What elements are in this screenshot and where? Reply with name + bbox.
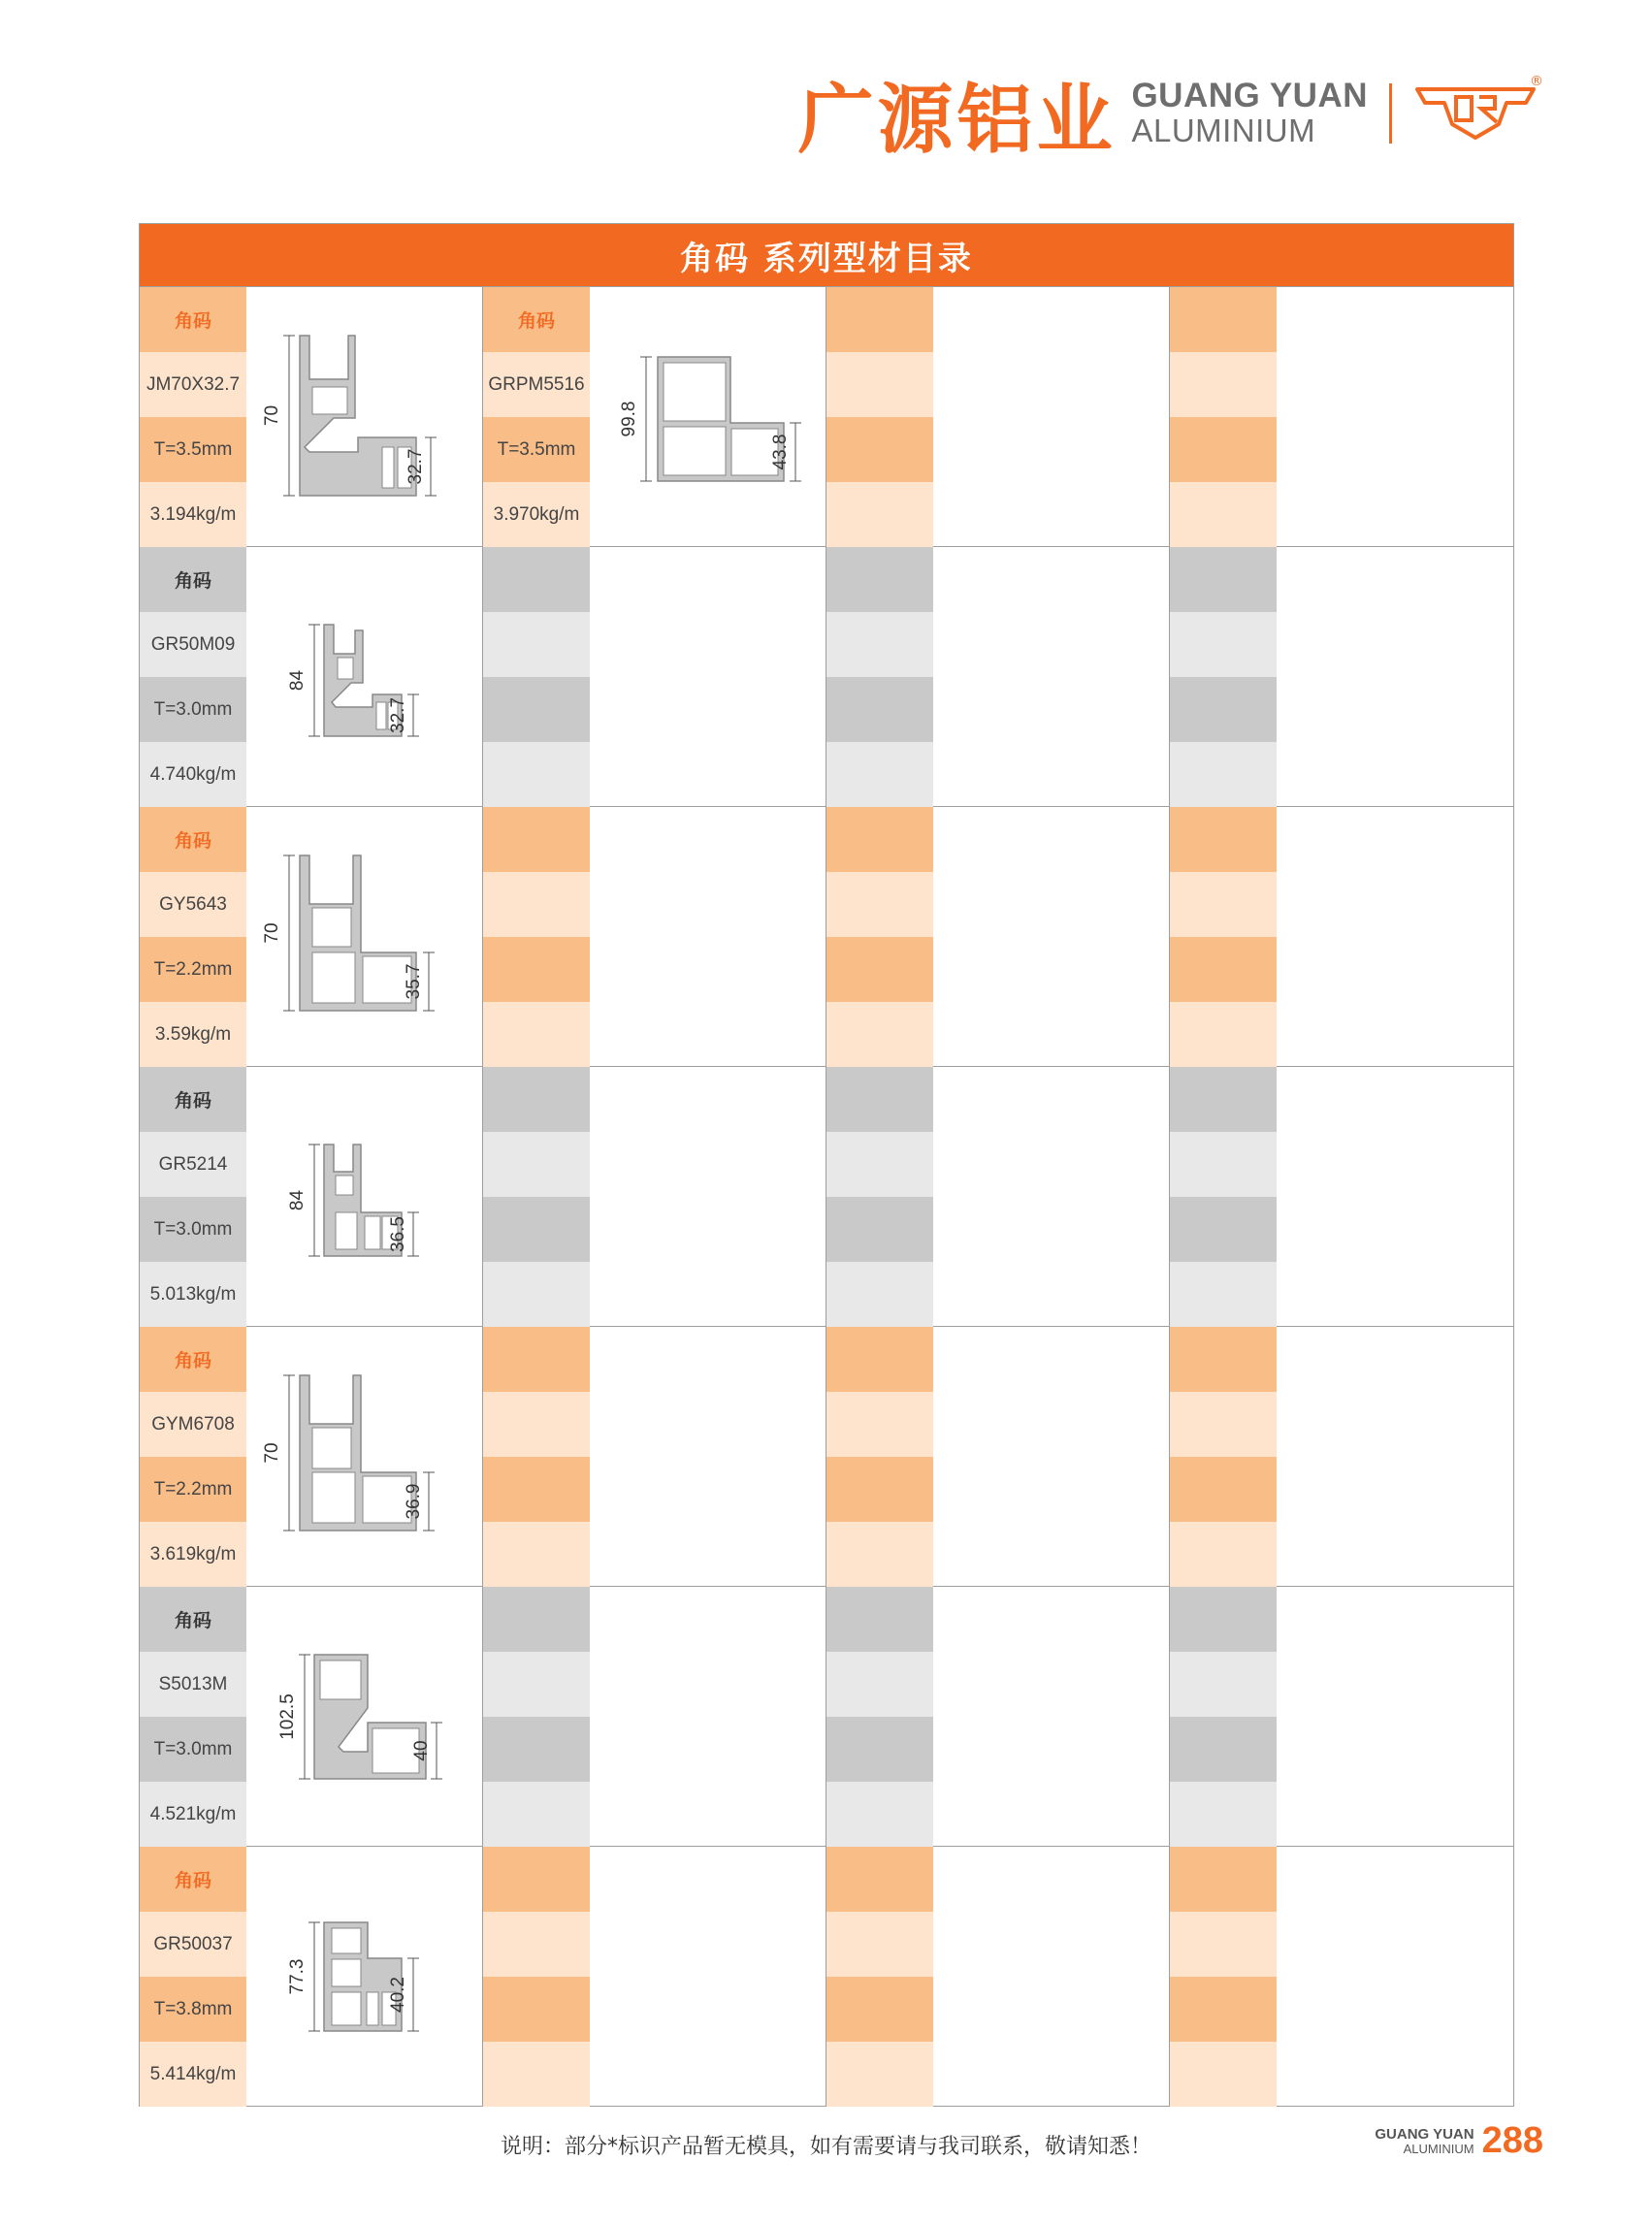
product-thickness: T=3.5mm	[140, 417, 246, 482]
product-cell	[826, 547, 1170, 807]
product-thickness	[1170, 1457, 1277, 1522]
product-category-label	[483, 547, 590, 612]
product-category-label	[1170, 1587, 1277, 1652]
product-info	[140, 547, 246, 807]
profile-drawing	[933, 287, 1170, 547]
dimension-height-label: 70	[262, 1442, 282, 1464]
profile-drawing-svg	[246, 1587, 483, 1847]
product-weight	[483, 2042, 590, 2107]
profile-drawing	[590, 547, 826, 807]
dimension-height-label: 84	[287, 1189, 308, 1211]
product-thickness	[483, 1197, 590, 1262]
profile-drawing	[1277, 807, 1513, 1067]
product-weight	[826, 1782, 933, 1847]
footer-note: 说明：部分*标识产品暂无模具，如有需要请与我司联系，敬请知悉！	[500, 2135, 1151, 2159]
product-model: S5013M	[140, 1652, 246, 1717]
product-category-label	[1170, 1067, 1277, 1132]
product-thickness	[483, 937, 590, 1002]
product-weight: 4.521kg/m	[140, 1782, 246, 1847]
profile-drawing	[246, 1587, 483, 1847]
product-category-label	[826, 1847, 933, 1912]
product-cell	[483, 1067, 826, 1327]
product-category-label	[826, 547, 933, 612]
product-cell	[826, 1847, 1170, 2107]
product-cell	[826, 807, 1170, 1067]
product-info	[1170, 1847, 1277, 2107]
product-info	[483, 1847, 590, 2107]
dimension-height-label: 70	[262, 922, 282, 944]
product-weight	[483, 1262, 590, 1327]
product-cell	[140, 807, 483, 1067]
profile-section	[300, 855, 416, 1011]
profile-drawing	[1277, 1067, 1513, 1327]
product-weight	[826, 482, 933, 547]
profile-drawing-svg	[246, 1067, 483, 1327]
product-cell	[483, 547, 826, 807]
product-model	[826, 1652, 933, 1717]
product-weight	[1170, 1002, 1277, 1067]
footer-brand	[1375, 2120, 1543, 2162]
product-category-label: 角码	[140, 547, 246, 612]
product-model	[826, 612, 933, 677]
product-cell	[483, 807, 826, 1067]
product-cell	[140, 1847, 483, 2107]
profile-section	[324, 1922, 402, 2031]
product-weight	[1170, 1522, 1277, 1587]
catalog-rows	[140, 286, 1513, 2106]
product-model	[1170, 1912, 1277, 1977]
product-category-label: 角码	[140, 1847, 246, 1912]
profile-section	[300, 336, 416, 496]
product-model	[1170, 1392, 1277, 1457]
dimension-width-label: 36.5	[388, 1216, 408, 1252]
brand-name-en-line1: GUANG YUAN	[1131, 77, 1368, 115]
product-thickness	[1170, 937, 1277, 1002]
product-info	[826, 547, 933, 807]
product-thickness	[483, 1717, 590, 1782]
product-cell	[140, 287, 483, 547]
product-cell	[826, 1327, 1170, 1587]
product-category-label	[483, 1847, 590, 1912]
product-thickness	[826, 937, 933, 1002]
gy-logo-icon	[1413, 74, 1543, 145]
product-category-label: 角码	[140, 807, 246, 872]
profile-drawing	[590, 1067, 826, 1327]
product-model	[1170, 1652, 1277, 1717]
catalog-row	[140, 1846, 1513, 2106]
product-thickness: T=3.8mm	[140, 1977, 246, 2042]
product-thickness	[826, 1457, 933, 1522]
product-cell	[140, 1327, 483, 1587]
product-category-label	[826, 1587, 933, 1652]
product-weight: 5.013kg/m	[140, 1262, 246, 1327]
product-thickness	[483, 1977, 590, 2042]
catalog-row	[140, 806, 1513, 1066]
product-thickness	[1170, 1197, 1277, 1262]
registered-mark: ®	[1530, 74, 1543, 89]
product-info	[826, 1327, 933, 1587]
product-thickness	[826, 1977, 933, 2042]
product-thickness	[1170, 677, 1277, 742]
dimension-height-label: 102.5	[277, 1693, 298, 1740]
product-info	[826, 807, 933, 1067]
footer-brand-en-line2: ALUMINIUM	[1403, 2141, 1474, 2156]
product-weight	[826, 2042, 933, 2107]
product-cell	[1170, 1327, 1513, 1587]
dimension-width-label: 36.9	[404, 1483, 424, 1520]
product-model	[1170, 612, 1277, 677]
product-category-label	[826, 1067, 933, 1132]
product-weight	[483, 1002, 590, 1067]
profile-drawing-svg	[246, 1847, 483, 2107]
product-cell	[826, 1067, 1170, 1327]
product-category-label	[483, 1327, 590, 1392]
product-thickness	[826, 1197, 933, 1262]
product-weight	[1170, 482, 1277, 547]
product-thickness	[483, 1457, 590, 1522]
product-model: GR5214	[140, 1132, 246, 1197]
product-category-label	[1170, 1327, 1277, 1392]
product-weight	[826, 742, 933, 807]
profile-drawing	[590, 1587, 826, 1847]
product-weight	[483, 1522, 590, 1587]
profile-drawing	[933, 1067, 1170, 1327]
product-cell	[826, 1587, 1170, 1847]
product-weight: 3.970kg/m	[483, 482, 590, 547]
product-category-label	[1170, 287, 1277, 352]
dimension-height-label: 84	[287, 669, 308, 692]
catalog-row	[140, 1586, 1513, 1846]
product-thickness: T=3.0mm	[140, 1717, 246, 1782]
product-thickness: T=3.5mm	[483, 417, 590, 482]
brand-name-en-line2: ALUMINIUM	[1131, 113, 1316, 149]
product-info	[1170, 807, 1277, 1067]
dimension-width-label: 40.2	[388, 1977, 408, 2013]
product-thickness	[1170, 1717, 1277, 1782]
product-cell	[483, 1587, 826, 1847]
product-weight: 3.619kg/m	[140, 1522, 246, 1587]
product-cell	[483, 1327, 826, 1587]
product-cell	[140, 1587, 483, 1847]
profile-drawing	[246, 547, 483, 807]
product-weight	[483, 1782, 590, 1847]
product-info	[1170, 287, 1277, 547]
product-weight	[1170, 742, 1277, 807]
product-info	[483, 287, 590, 547]
product-info	[483, 547, 590, 807]
product-thickness	[1170, 1977, 1277, 2042]
product-info	[140, 807, 246, 1067]
dimension-width-label: 43.8	[770, 434, 791, 470]
product-weight: 5.414kg/m	[140, 2042, 246, 2107]
profile-drawing	[590, 287, 826, 547]
product-cell	[483, 1847, 826, 2107]
product-category-label	[1170, 1847, 1277, 1912]
product-weight: 3.59kg/m	[140, 1002, 246, 1067]
profile-drawing	[933, 1327, 1170, 1587]
product-category-label: 角码	[140, 1067, 246, 1132]
catalog-row	[140, 1066, 1513, 1326]
product-model	[483, 1132, 590, 1197]
profile-drawing	[1277, 1587, 1513, 1847]
profile-drawing	[933, 1587, 1170, 1847]
profile-drawing	[933, 1847, 1170, 2107]
dimension-height-label: 99.8	[619, 401, 639, 437]
product-category-label	[1170, 807, 1277, 872]
product-weight: 3.194kg/m	[140, 482, 246, 547]
product-info	[826, 1587, 933, 1847]
profile-drawing	[1277, 547, 1513, 807]
product-info	[140, 1067, 246, 1327]
dimension-width-label: 40	[411, 1740, 432, 1761]
product-info	[483, 1587, 590, 1847]
product-category-label	[826, 807, 933, 872]
product-thickness: T=3.0mm	[140, 677, 246, 742]
product-model: GR50M09	[140, 612, 246, 677]
product-category-label	[483, 807, 590, 872]
product-category-label: 角码	[140, 287, 246, 352]
product-model	[826, 1912, 933, 1977]
profile-section	[658, 357, 784, 481]
product-thickness	[826, 677, 933, 742]
profile-drawing	[933, 807, 1170, 1067]
product-category-label: 角码	[140, 1587, 246, 1652]
profile-drawing-svg	[590, 287, 826, 547]
product-cell	[1170, 1587, 1513, 1847]
product-info	[826, 287, 933, 547]
product-cell	[140, 1067, 483, 1327]
product-info	[140, 1847, 246, 2107]
product-info	[140, 1587, 246, 1847]
profile-drawing	[1277, 1327, 1513, 1587]
profile-drawing	[933, 547, 1170, 807]
profile-drawing	[590, 1847, 826, 2107]
profile-drawing-svg	[246, 807, 483, 1067]
catalog-title: 角码 系列型材目录	[140, 224, 1513, 286]
product-cell	[1170, 1067, 1513, 1327]
profile-drawing-svg	[246, 547, 483, 807]
product-thickness	[1170, 417, 1277, 482]
product-info	[140, 1327, 246, 1587]
product-category-label	[826, 1327, 933, 1392]
product-thickness	[826, 1717, 933, 1782]
product-thickness: T=2.2mm	[140, 1457, 246, 1522]
product-model: GY5643	[140, 872, 246, 937]
brand-name-cn: 广源铝业	[797, 77, 1117, 164]
product-model	[483, 1912, 590, 1977]
product-weight	[483, 742, 590, 807]
profile-drawing-svg	[246, 287, 483, 547]
product-category-label	[1170, 547, 1277, 612]
product-model: GRPM5516	[483, 352, 590, 417]
product-model: GYM6708	[140, 1392, 246, 1457]
product-model	[1170, 352, 1277, 417]
product-info	[826, 1847, 933, 2107]
product-info	[1170, 547, 1277, 807]
product-model: GR50037	[140, 1912, 246, 1977]
profile-drawing	[1277, 1847, 1513, 2107]
profile-drawing	[590, 807, 826, 1067]
profile-drawing	[246, 1847, 483, 2107]
brand-divider	[1389, 83, 1392, 144]
product-info	[1170, 1327, 1277, 1587]
product-model	[826, 872, 933, 937]
product-info	[1170, 1587, 1277, 1847]
product-model	[826, 1392, 933, 1457]
product-info	[140, 287, 246, 547]
product-cell	[1170, 1847, 1513, 2107]
dimension-height-label: 77.3	[287, 1958, 308, 1995]
product-model	[1170, 872, 1277, 937]
product-info	[1170, 1067, 1277, 1327]
profile-drawing	[1277, 287, 1513, 547]
profile-drawing	[590, 1327, 826, 1587]
product-cell	[1170, 807, 1513, 1067]
product-model	[483, 872, 590, 937]
profile-drawing	[246, 287, 483, 547]
profile-section	[300, 1375, 416, 1531]
product-info	[826, 1067, 933, 1327]
dimension-width-label: 32.7	[405, 448, 426, 485]
product-model	[483, 1392, 590, 1457]
product-weight	[826, 1002, 933, 1067]
product-model	[483, 612, 590, 677]
footer-brand-en-line1: GUANG YUAN	[1375, 2125, 1474, 2143]
catalog-row	[140, 1326, 1513, 1586]
product-cell	[1170, 547, 1513, 807]
product-info	[483, 1327, 590, 1587]
product-cell	[140, 547, 483, 807]
brand-header	[797, 70, 1543, 164]
brand-name-en	[1131, 79, 1368, 147]
catalog-row	[140, 546, 1513, 806]
profile-drawing	[246, 807, 483, 1067]
product-category-label: 角码	[483, 287, 590, 352]
product-model	[826, 1132, 933, 1197]
profile-section	[314, 1655, 426, 1779]
product-thickness	[483, 677, 590, 742]
product-cell	[826, 287, 1170, 547]
catalog-row	[140, 286, 1513, 546]
product-model: JM70X32.7	[140, 352, 246, 417]
product-category-label: 角码	[140, 1327, 246, 1392]
product-weight	[1170, 1262, 1277, 1327]
product-thickness: T=2.2mm	[140, 937, 246, 1002]
product-info	[483, 1067, 590, 1327]
profile-drawing	[246, 1067, 483, 1327]
profile-drawing	[246, 1327, 483, 1587]
dimension-width-label: 35.7	[404, 963, 424, 1000]
profile-drawing-svg	[246, 1327, 483, 1587]
product-cell	[1170, 287, 1513, 547]
dimension-width-label: 32.7	[388, 697, 408, 733]
product-weight	[826, 1262, 933, 1327]
product-category-label	[483, 1067, 590, 1132]
page-number: 288	[1481, 2120, 1543, 2161]
product-category-label	[826, 287, 933, 352]
footer-brand-en	[1375, 2127, 1474, 2155]
product-info	[483, 807, 590, 1067]
catalog-table	[139, 223, 1514, 2107]
product-category-label	[483, 1587, 590, 1652]
product-model	[826, 352, 933, 417]
dimension-height-label: 70	[262, 404, 282, 427]
product-weight: 4.740kg/m	[140, 742, 246, 807]
product-model	[483, 1652, 590, 1717]
product-thickness	[826, 417, 933, 482]
product-weight	[1170, 1782, 1277, 1847]
product-weight	[826, 1522, 933, 1587]
product-cell	[483, 287, 826, 547]
product-thickness: T=3.0mm	[140, 1197, 246, 1262]
product-model	[1170, 1132, 1277, 1197]
product-weight	[1170, 2042, 1277, 2107]
